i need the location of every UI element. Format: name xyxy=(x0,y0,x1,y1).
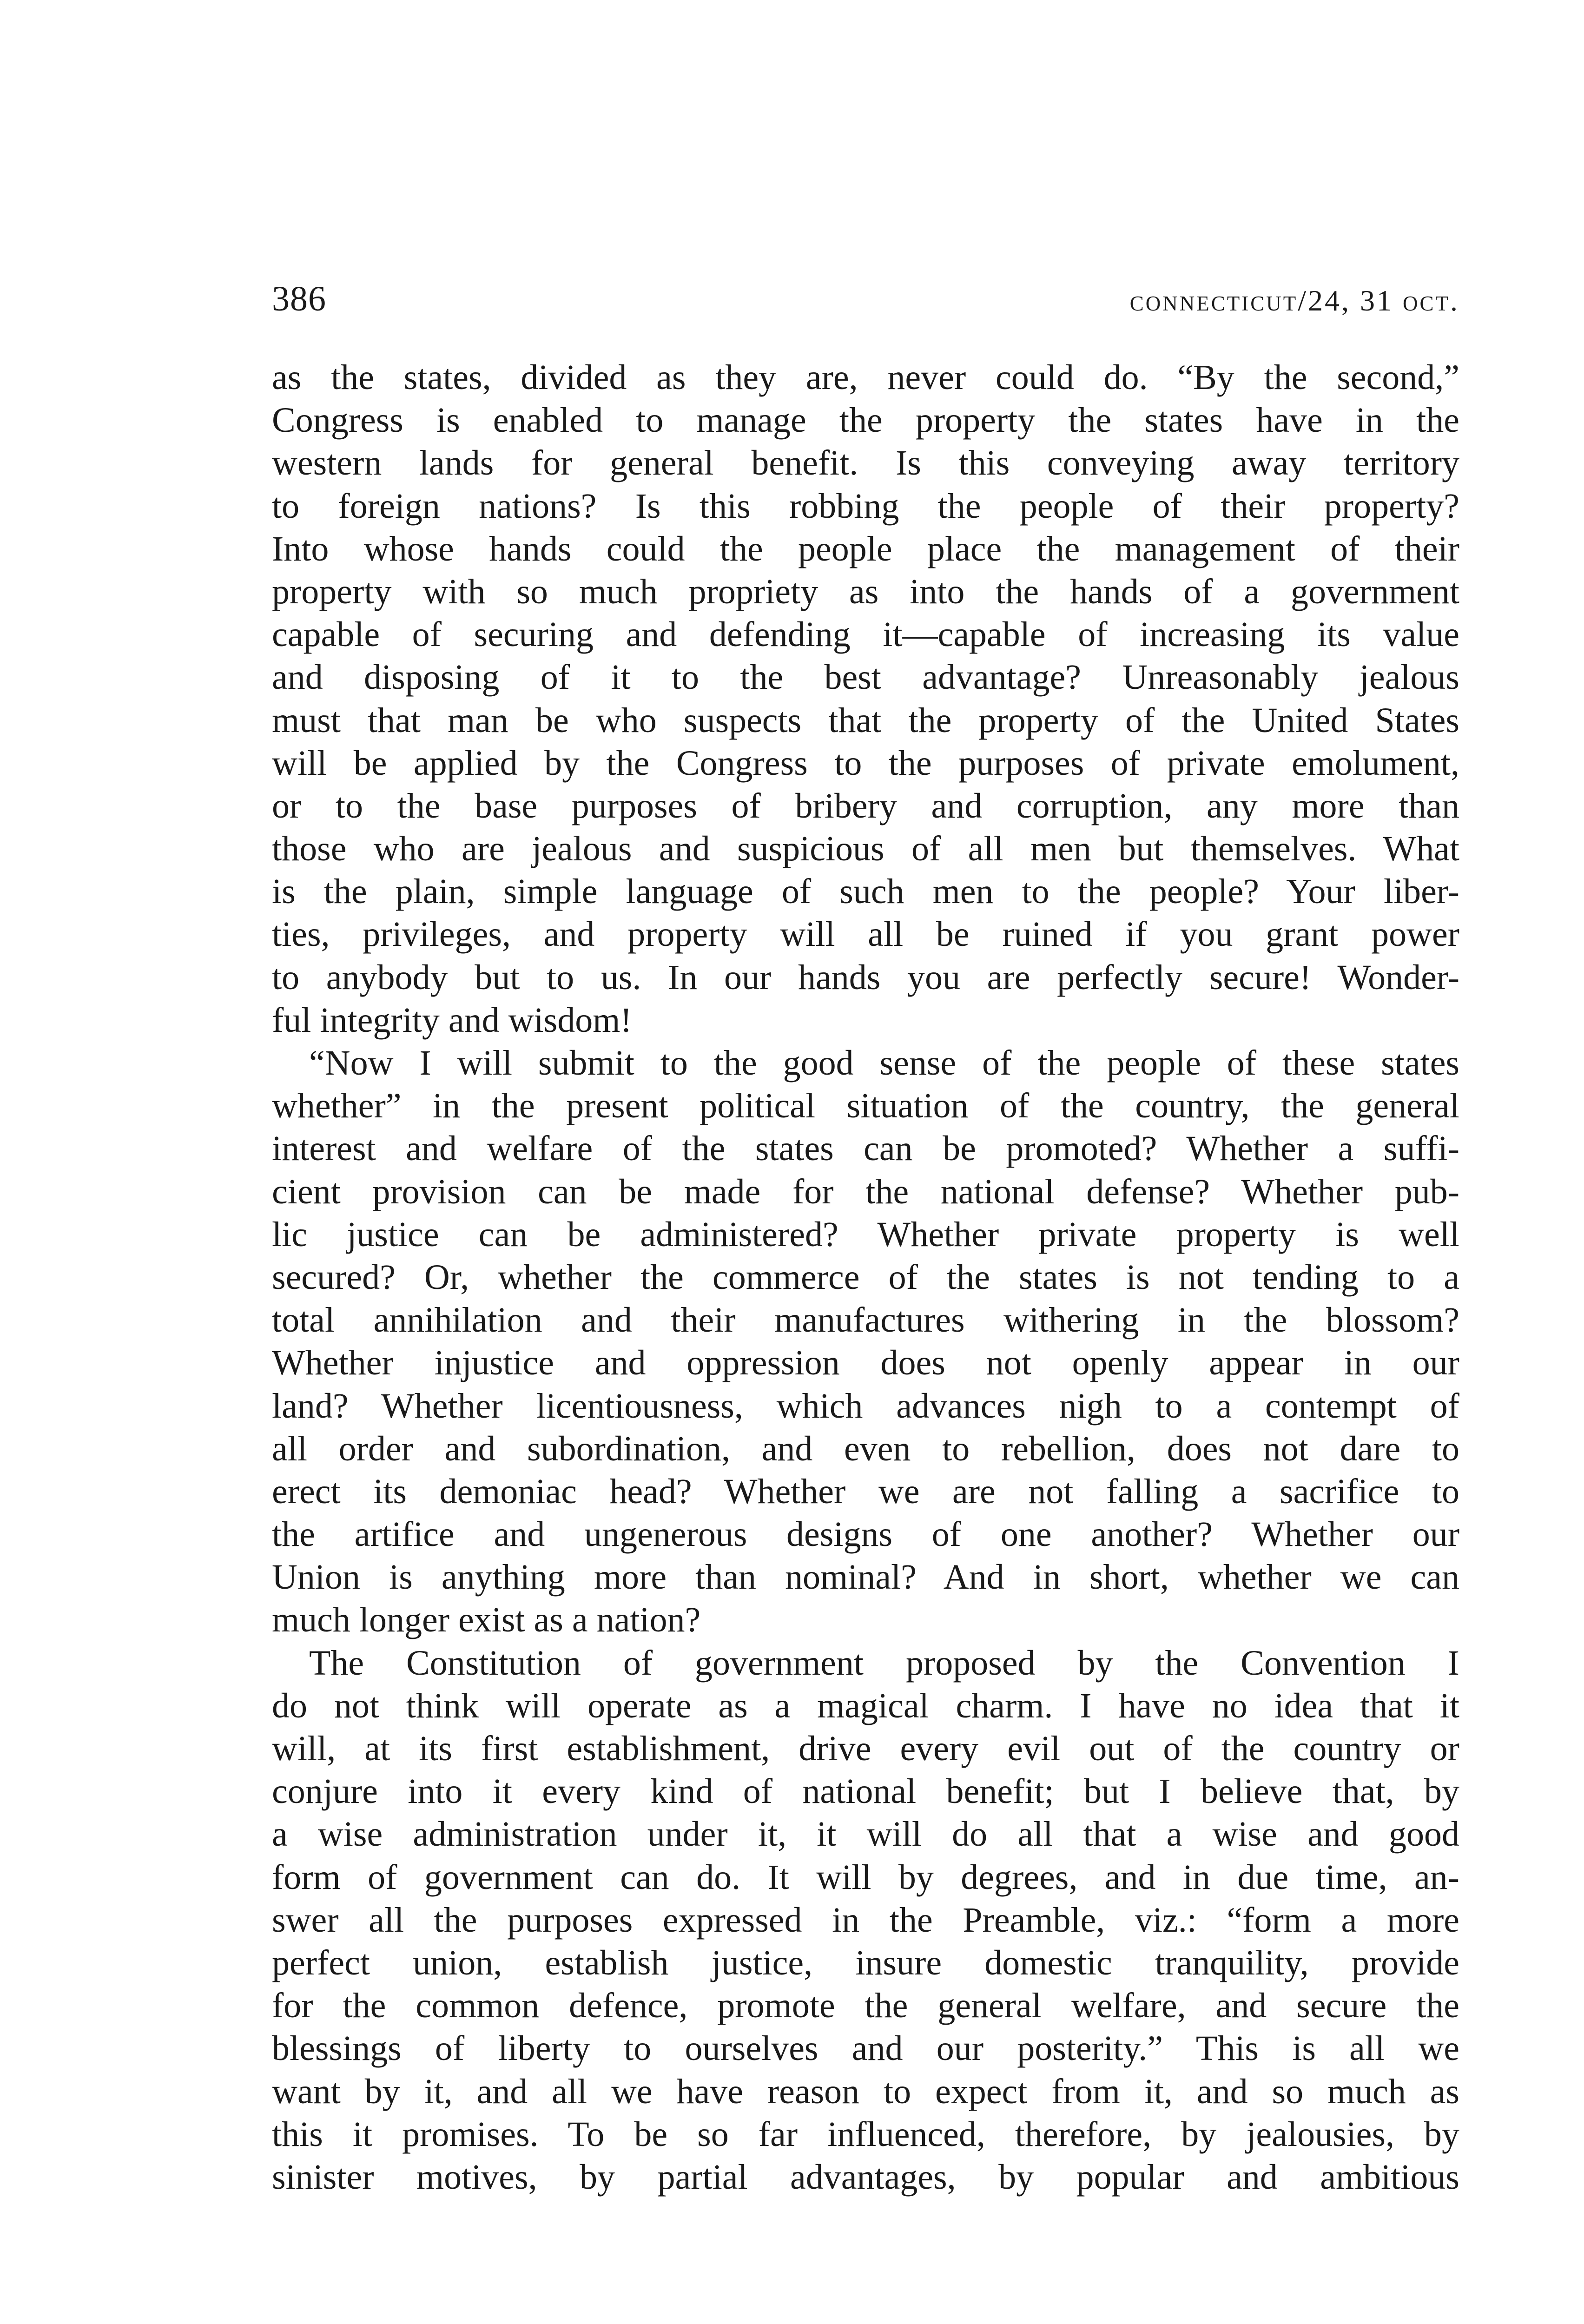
text-line: capable of securing and defending it—capable of increasing its value xyxy=(272,615,1459,654)
text-line: this it promises. To be so far influenced, therefore, by jealousies, by xyxy=(272,2114,1459,2154)
text-line: interest and welfare of the states can be promoted? Whether a suffi- xyxy=(272,1129,1459,1169)
text-line: the artifice and ungenerous designs of one another? Whether our xyxy=(272,1515,1459,1554)
text-line: perfect union, establish justice, insure domestic tranquility, provide xyxy=(272,1943,1459,1982)
text-line: Whether injustice and oppression does not openly appear in our xyxy=(272,1343,1459,1383)
text-line: secured? Or, whether the commerce of the states is not tending to a xyxy=(272,1257,1459,1297)
page-number: 386 xyxy=(272,279,326,318)
text-line: land? Whether licentiousness, which advances nigh to a contempt of xyxy=(272,1386,1459,1426)
text-line: total annihilation and their manufactures withering in the blossom? xyxy=(272,1301,1459,1340)
text-line: Union is anything more than nominal? And in short, whether we can xyxy=(272,1558,1459,1597)
text-line: is the plain, simple language of such men to the people? Your liber- xyxy=(272,872,1459,911)
text-line: sinister motives, by partial advantages, by popular and ambitious xyxy=(272,2157,1459,2197)
text-line: will be applied by the Congress to the purposes of private emolument, xyxy=(272,743,1459,783)
text-line: western lands for general benefit. Is this conveying away territory xyxy=(272,443,1459,483)
text-line: conjure into it every kind of national benefit; but I believe that, by xyxy=(272,1772,1459,1811)
text-line: blessings of liberty to ourselves and our posterity.” This is all we xyxy=(272,2029,1459,2068)
paragraph-start-line: The Constitution of government proposed by the Convention I xyxy=(309,1643,1459,1683)
paragraph-end-line: much longer exist as a nation? xyxy=(272,1600,701,1640)
text-line: or to the base purposes of bribery and corruption, any more than xyxy=(272,786,1459,825)
paragraph-start-line: “Now I will submit to the good sense of the people of these states xyxy=(309,1043,1459,1083)
text-line: all order and subordination, and even to rebellion, does not dare to xyxy=(272,1429,1459,1468)
text-line: lic justice can be administered? Whether private property is well xyxy=(272,1215,1459,1254)
text-line: as the states, divided as they are, never could do. “By the second,” xyxy=(272,358,1459,397)
text-line: a wise administration under it, it will do all that a wise and good xyxy=(272,1815,1459,1854)
text-line: property with so much propriety as into the hands of a government xyxy=(272,572,1459,611)
text-line: for the common defence, promote the general welfare, and secure the xyxy=(272,1986,1459,2026)
running-title: connecticut/24, 31 oct. xyxy=(1129,284,1459,317)
body-text xyxy=(272,356,1459,2199)
text-line: those who are jealous and suspicious of all men but themselves. What xyxy=(272,829,1459,869)
text-line: do not think will operate as a magical charm. I have no idea that it xyxy=(272,1686,1459,1725)
text-line: swer all the purposes expressed in the Preamble, viz.: “form a more xyxy=(272,1900,1459,1940)
text-line: form of government can do. It will by degrees, and in due time, an- xyxy=(272,1857,1459,1897)
text-line: whether” in the present political situation of the country, the general xyxy=(272,1086,1459,1126)
text-line: to foreign nations? Is this robbing the people of their property? xyxy=(272,486,1459,526)
text-line: to anybody but to us. In our hands you are perfectly secure! Wonder- xyxy=(272,957,1459,997)
text-line: Congress is enabled to manage the property the states have in the xyxy=(272,401,1459,440)
running-head xyxy=(272,279,1459,321)
text-line: erect its demoniac head? Whether we are not falling a sacrifice to xyxy=(272,1472,1459,1511)
text-line: must that man be who suspects that the property of the United States xyxy=(272,700,1459,740)
text-line: want by it, and all we have reason to expect from it, and so much as xyxy=(272,2072,1459,2111)
text-line: will, at its first establishment, drive every evil out of the country or xyxy=(272,1729,1459,1768)
text-line: cient provision can be made for the national defense? Whether pub- xyxy=(272,1172,1459,1211)
text-line: Into whose hands could the people place the management of their xyxy=(272,529,1459,568)
text-line: and disposing of it to the best advantage? Unreasonably jealous xyxy=(272,658,1459,697)
paragraph-end-line: ful integrity and wisdom! xyxy=(272,1000,632,1040)
text-line: ties, privileges, and property will all be ruined if you grant power xyxy=(272,915,1459,954)
